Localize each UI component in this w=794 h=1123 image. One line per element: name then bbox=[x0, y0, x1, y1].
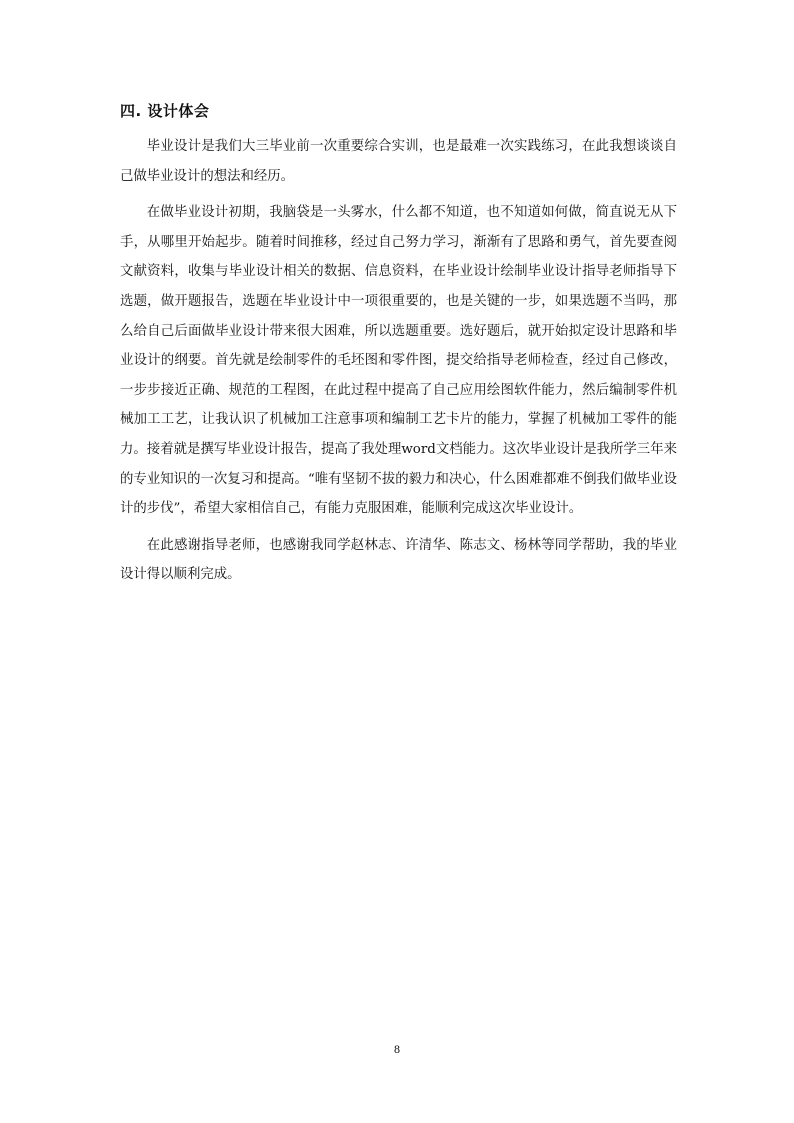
page-number: 8 bbox=[394, 1042, 400, 1056]
paragraph-intro: 毕业设计是我们大三毕业前一次重要综合实训，也是最难一次实践练习，在此我想谈谈自己做毕业设计的想法和经历。 bbox=[120, 139, 677, 184]
document-body bbox=[120, 132, 677, 597]
paragraph-process: 在做毕业设计初期，我脑袋是一头雾水，什么都不知道，也不知道如何做，简直说无从下手，从哪里开始起步。随着时间推移，经过自己努力学习，渐渐有了思路和勇气，首先要查阅文献资料，收集与毕业设计相关的数据、信息资料，在毕业设计绘制毕业设计指导老师指导下选题，做开题报告，选题在毕业设计中一项很重要的，也是关键的一步，如果选题不当吗，那么给自己后面做毕业设计带来很大困难，所以选题重要。选好题后，就开始拟定设计思路和毕业设计的纲要。首先就是绘制零件的毛坯图和零件图，提交给指导老师检查，经过自己修改，一步步接近正确、规范的工程图，在此过程中提高了自己应用绘图软件能力，然后编制零件机械加工工艺，让我认识了机械加工注意事项和编制工艺卡片的能力，掌握了机械加工零件的能力。接着就是撰写毕业设计报告，提高了我处理word文档能力。这次毕业设计是我所学三年来的专业知识的一次复习和提高。“唯有坚韧不拔的毅力和决心，什么困难都难不倒我们做毕业设计的步伐”，希望大家相信自己，有能力克服困难，能顺利完成这次毕业设计。 bbox=[120, 205, 677, 517]
paragraph-thanks: 在此感谢指导老师，也感谢我同学赵林志、许清华、陈志文、杨林等同学帮助，我的毕业设计得以顺利完成。 bbox=[120, 537, 677, 583]
section-heading: 四. 设计体会 bbox=[120, 102, 210, 120]
